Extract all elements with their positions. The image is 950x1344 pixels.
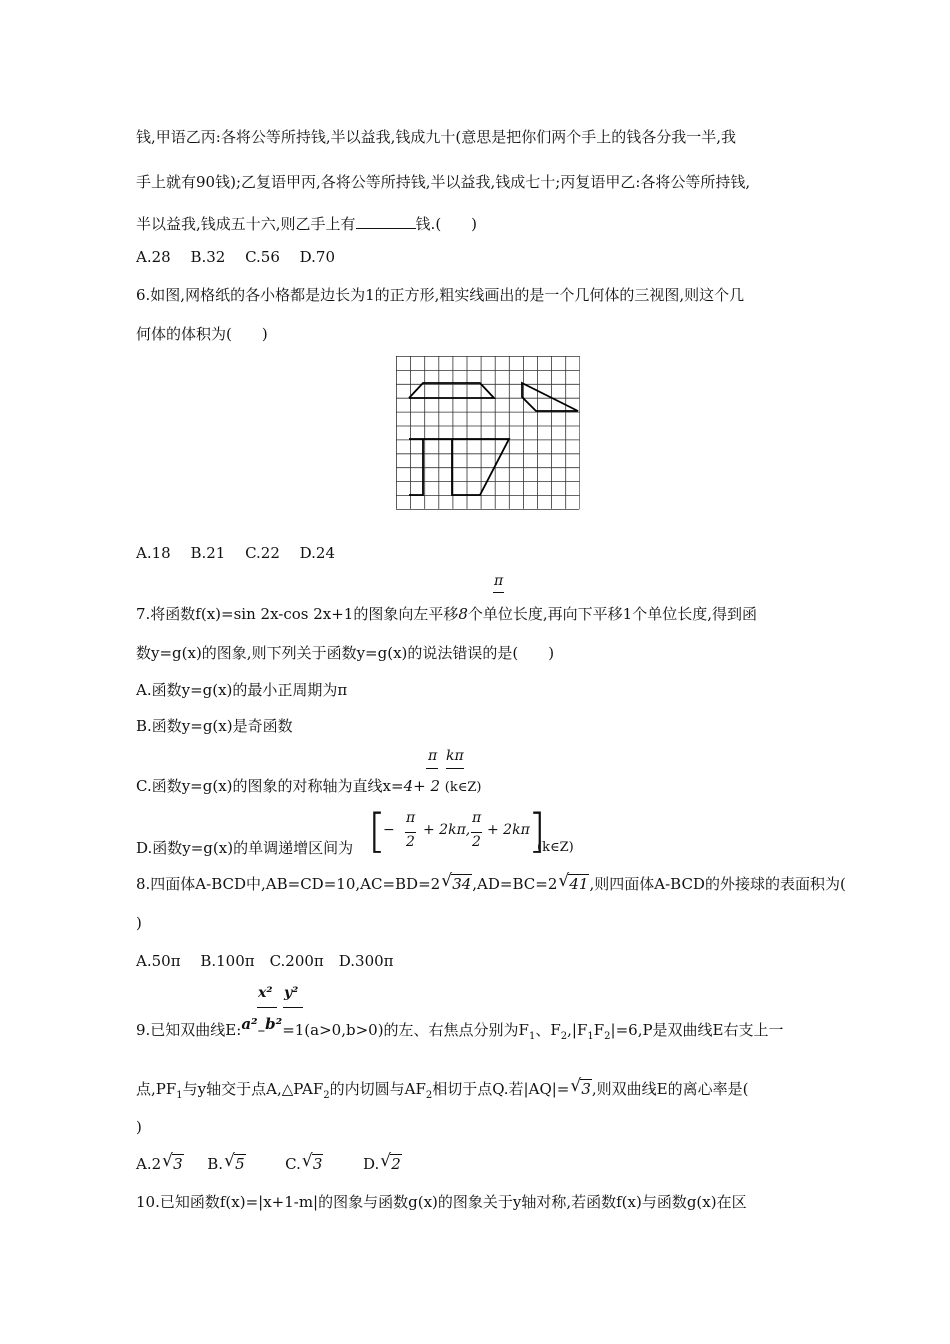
q9-options (136, 1154, 402, 1174)
q7-text-line-1a: 7.将函数f(x)=sin 2x-cos 2x+1的图象向左平移 (136, 605, 459, 623)
q7C-frac-kpi: kπ (446, 748, 464, 764)
q8-text-line-1 (136, 874, 846, 894)
q7-frac-bar (493, 592, 504, 593)
q9-text-line-2: 点$,PF_1$与y轴交于点$A,\triangle PAF_2$的内切圆与$AF_2$相切于点Q.若|AQ|=√ 3,则双曲线E的离心率是( (136, 1079, 748, 1106)
q9-frac-x2: x² (258, 985, 273, 1001)
q9-a-tail: |=6,P是双曲线E右支上一 (610, 1021, 784, 1039)
q8-text-line-2: ) (136, 914, 142, 932)
sqrt-3: √ 3 (570, 1079, 592, 1099)
answer-blank (356, 214, 416, 229)
q9-frac-a2: a² (241, 1015, 258, 1033)
q6-options: A.18 B.21 C.22 D.24 (136, 544, 336, 562)
sqrt-2-opt: √ 2 (380, 1154, 402, 1174)
q9-text-line-1: 9.已知双曲线E:a²–b²=1(a>0,b>0)的左、右焦点分别为$F_1$、$F_2,|F_1F_2|=6,P$是双曲线E右支上一 (136, 1015, 784, 1042)
q5-text-line-2: 手上就有90钱);乙复语甲丙,各将公等所持钱,半以益我,钱成七十;丙复语甲乙:各将公等所持钱, (136, 173, 751, 191)
q7-option-B: B.函数y=g(x)是奇函数 (136, 717, 293, 735)
q7-option-A: A.函数y=g(x)的最小正周期为π (136, 681, 348, 699)
sqrt-3-opt-c: √ 3 (302, 1154, 324, 1174)
q7C-frac-bar-1 (426, 768, 438, 769)
q9-frac-bar-2 (283, 1007, 303, 1008)
q6-text-line-1: 6.如图,网格纸的各小格都是边长为1的正方形,粗实线画出的是一个几何体的三视图,则这个几 (136, 286, 745, 304)
q9-frac-b2: b² (265, 1015, 283, 1033)
q9-b-mid2: 的内切圆与AF (329, 1080, 426, 1098)
top-view (409, 439, 509, 495)
q7-option-D (136, 838, 353, 858)
sqrt-34: √ 34 (441, 874, 472, 894)
q7-text-line-1 (136, 604, 757, 624)
q10-text-line-1: 10.已知函数f(x)=|x+1-m|的图象与函数g(x)的图象关于y轴对称,若函数f(x)与函数g(x)在区 (136, 1193, 747, 1211)
q9-opt-D: D. (363, 1155, 380, 1173)
q9-b-pre: 点,PF (136, 1080, 177, 1098)
sqrt-3-opt: √ 3 (162, 1154, 184, 1174)
q7D-left-bracket: [ (368, 804, 386, 858)
q5-text-line-3b: 钱.( ) (415, 215, 478, 233)
q9-frac-bar-1 (257, 1007, 277, 1008)
q7-option-C-b: (k∈Z) (444, 780, 482, 795)
q7-frac-pi: π (494, 573, 504, 589)
q5-text-line-3a: 半以益我,钱成五十六,则乙手上有 (136, 215, 356, 233)
q9-a-post: =1(a>0,b>0)的左、右焦点分别为F (282, 1021, 529, 1039)
q9-b-mid3: 相切于点Q.若|AQ|= (432, 1080, 570, 1098)
q7-option-D-tail: (k∈Z) (537, 840, 574, 855)
three-view-grid-figure (396, 356, 580, 511)
sqrt-5-opt: √ 5 (224, 1154, 246, 1174)
q8-options: A.50π B.100π C.200π D.300π (136, 952, 394, 970)
q7-option-C (136, 776, 481, 798)
q7C-frac-bar-2 (446, 768, 464, 769)
q7C-frac-four: 4 (403, 777, 414, 795)
q7-frac-eight: 8 (458, 605, 468, 623)
q5-options: A.28 B.32 C.56 D.70 (136, 248, 336, 266)
q9-b-mid: 与y轴交于点A,△PAF (182, 1080, 324, 1098)
q8-a3: ,则四面体A-BCD的外接球的表面积为( (589, 875, 846, 893)
view-outlines (409, 383, 578, 495)
q7D-right-bracket: ] (528, 804, 546, 858)
q7-option-D-a: D.函数y=g(x)的单调递增区间为 (136, 839, 354, 857)
sqrt-41: √ 41 (558, 874, 589, 894)
q6-text-line-2: 何体的体积为( ) (136, 325, 268, 343)
top-view-left (409, 439, 423, 495)
q9-a-pre: 9.已知双曲线E: (136, 1021, 242, 1039)
q9-text-line-3: ) (136, 1118, 142, 1136)
q9-opt-A: A.2 (136, 1155, 162, 1173)
q7C-frac-pi: π (428, 748, 438, 764)
q7C-plus: + (413, 777, 426, 795)
q8-a2: ,AD=BC=2 (472, 875, 558, 893)
q9-opt-C: C. (285, 1155, 301, 1173)
q7-text-line-1b: 个单位长度,再向下平移1个单位长度,得到函 (467, 605, 757, 623)
q5-text-line-1: 钱,甲语乙丙:各将公等所持钱,半以益我,钱成九十(意思是把你们两个手上的钱各分我一半,我 (136, 128, 736, 146)
q7-text-line-2: 数y=g(x)的图象,则下列关于函数y=g(x)的说法错误的是( ) (136, 644, 555, 662)
q9-minus: – (257, 1021, 266, 1039)
side-view (522, 383, 578, 411)
q9-b-post: ,则双曲线E的离心率是( (591, 1080, 749, 1098)
q7C-frac-two: 2 (430, 777, 441, 795)
q5-text-line-3 (136, 214, 477, 234)
q9-opt-B: B. (207, 1155, 224, 1173)
q8-a1: 8.四面体A-BCD中,AB=CD=10,AC=BD=2 (136, 875, 441, 893)
q7-option-C-a: C.函数y=g(x)的图象的对称轴为直线x= (136, 777, 404, 795)
q9-frac-y2: y² (284, 985, 299, 1001)
